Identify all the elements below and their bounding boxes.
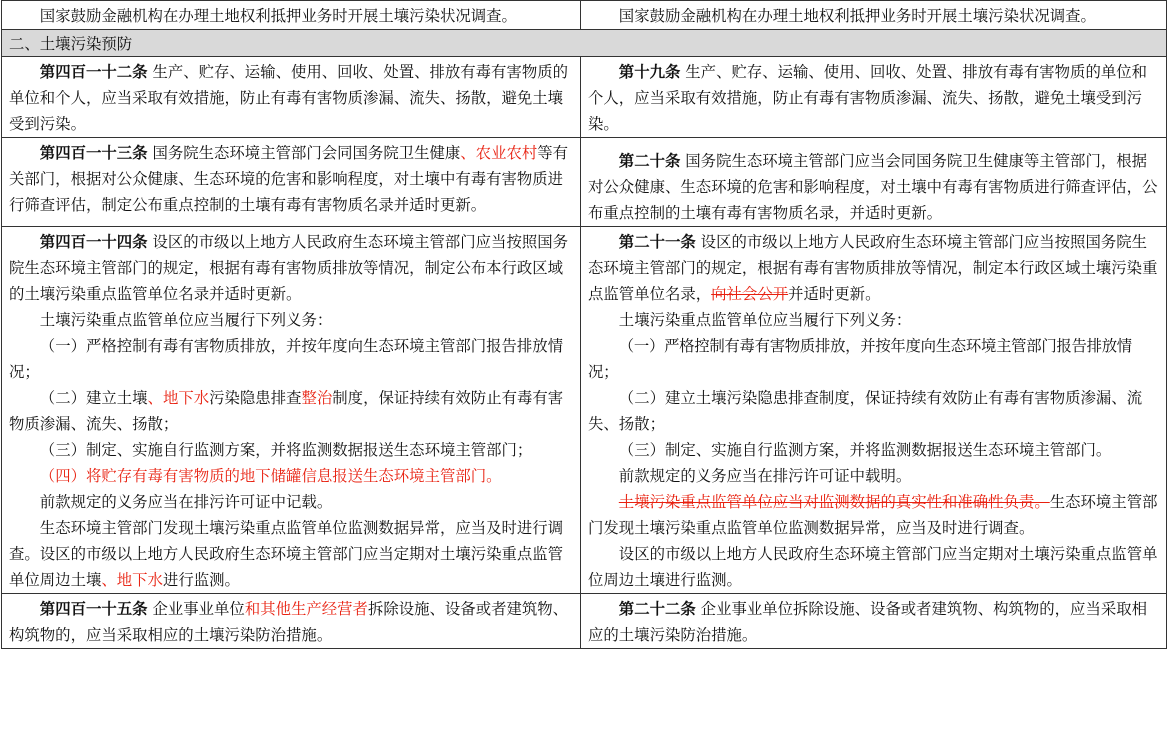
paragraph: （二）建立土壤污染隐患排查制度，保证持续有效防止有毒有害物质渗漏、流失、扬散； — [588, 389, 1143, 433]
article-number: 第四百一十四条 — [39, 233, 148, 251]
text-span: 生态环境主管部门发现土壤污染重点监管单位监测数据异常，应当及时进行调查。 — [588, 493, 1158, 537]
left-cell — [2, 1, 581, 30]
table-row — [2, 138, 1167, 227]
paragraph: （一）严格控制有毒有害物质排放，并按年度向生态环境主管部门报告排放情况； — [9, 337, 564, 381]
article-number: 第二十二条 — [618, 600, 696, 618]
paragraph: 前款规定的义务应当在排污许可证中记载。 — [39, 493, 333, 511]
text-span: 污染隐患排查 — [209, 389, 302, 407]
paragraph: 国家鼓励金融机构在办理土地权利抵押业务时开展土壤污染状况调查。 — [39, 7, 517, 25]
article-text: 企业事业单位拆除设施、设备或者建筑物、构筑物的，应当采取相应的土壤污染防治措施。 — [588, 600, 1148, 644]
right-cell — [581, 1, 1167, 30]
table-row — [2, 57, 1167, 138]
deleted-text: 向社会公开 — [711, 285, 789, 303]
deleted-text: 土壤污染重点监管单位应当对监测数据的真实性和准确性负责。 — [618, 493, 1050, 511]
article-text: 企业事业单位 — [152, 600, 245, 618]
article-text: 生产、贮存、运输、使用、回收、处置、排放有毒有害物质的单位和个人，应当采取有效措施，防止有毒有害物质渗漏、流失、扬散，避免土壤受到污染。 — [9, 63, 569, 133]
paragraph: （三）制定、实施自行监测方案，并将监测数据报送生态环境主管部门； — [39, 441, 533, 459]
paragraph: 土壤污染重点监管单位应当履行下列义务： — [618, 311, 912, 329]
article-20 — [588, 148, 1159, 226]
article-415 — [9, 596, 573, 648]
left-cell — [2, 594, 581, 649]
text-span: （二）建立土壤 — [39, 389, 148, 407]
article-number: 第四百一十二条 — [39, 63, 148, 81]
right-cell — [581, 138, 1167, 227]
article-text: 国务院生态环境主管部门应当会同国务院卫生健康等主管部门，根据对公众健康、生态环境的危害和影响程度，对土壤中有毒有害物质进行筛查评估，公布重点控制的土壤有毒有害物质名录，并适时更新。 — [588, 152, 1158, 222]
left-cell — [2, 57, 581, 138]
article-19 — [588, 59, 1159, 137]
article-412 — [9, 59, 573, 137]
paragraph — [9, 515, 573, 593]
added-text: 和其他生产经营者 — [244, 600, 368, 618]
added-text: 、地下水 — [101, 571, 163, 589]
right-cell — [581, 57, 1167, 138]
article-text: 国务院生态环境主管部门会同国务院卫生健康 — [152, 144, 461, 162]
added-text: 、地下水 — [147, 389, 210, 407]
added-text: 、农业农村 — [460, 144, 538, 162]
added-paragraph: （四）将贮存有毒有害物质的地下储罐信息报送生态环境主管部门。 — [39, 467, 502, 485]
article-number: 第四百一十五条 — [39, 600, 148, 618]
section-row — [2, 30, 1167, 57]
paragraph — [9, 229, 573, 307]
paragraph: 土壤污染重点监管单位应当履行下列义务： — [39, 311, 333, 329]
paragraph — [588, 229, 1159, 307]
article-413 — [9, 140, 573, 218]
article-text: 设区的市级以上地方人民政府生态环境主管部门应当按照国务院生态环境主管部门的规定，根据有毒有害物质排放等情况，制定公布本行政区域的土壤污染重点监管单位名录并适时更新。 — [9, 233, 569, 303]
right-cell — [581, 227, 1167, 594]
article-number: 第二十条 — [618, 152, 681, 170]
table-row — [2, 227, 1167, 594]
text-span: 制度，保证持续有效防止有毒有害物质渗漏、流失、扬散； — [9, 389, 564, 433]
paragraph: （三）制定、实施自行监测方案，并将监测数据报送生态环境主管部门。 — [618, 441, 1112, 459]
table-row — [2, 594, 1167, 649]
article-text: 设区的市级以上地方人民政府生态环境主管部门应当按照国务院生态环境主管部门的规定，根据有毒有害物质排放等情况，制定本行政区域土壤污染重点监管单位名录， — [588, 233, 1158, 303]
paragraph — [9, 385, 573, 437]
table-row — [2, 1, 1167, 30]
article-text: 等有关部门，根据对公众健康、生态环境的危害和影响程度，对土壤中有毒有害物质进行筛查评估，制定公布重点控制的土壤有毒有害物质名录并适时更新。 — [9, 144, 569, 214]
article-22 — [588, 596, 1159, 648]
text-span: 生态环境主管部门发现土壤污染重点监管单位监测数据异常，应当及时进行调查。设区的市级以上地方人民政府生态环境主管部门应当定期对土壤污染重点监管单位周边土壤 — [9, 519, 564, 589]
right-cell — [581, 594, 1167, 649]
article-number: 第十九条 — [618, 63, 681, 81]
comparison-table — [1, 0, 1167, 649]
section-title: 二、土壤污染预防 — [2, 30, 1167, 57]
article-text: 生产、贮存、运输、使用、回收、处置、排放有毒有害物质的单位和个人，应当采取有效措施，防止有毒有害物质渗漏、流失、扬散，避免土壤受到污染。 — [588, 63, 1148, 133]
article-number: 第四百一十三条 — [39, 144, 148, 162]
paragraph — [588, 489, 1159, 541]
article-number: 第二十一条 — [618, 233, 696, 251]
paragraph: 前款规定的义务应当在排污许可证中载明。 — [618, 467, 912, 485]
left-cell — [2, 138, 581, 227]
added-text: 整治 — [301, 389, 333, 407]
text-span: 进行监测。 — [162, 571, 240, 589]
left-cell — [2, 227, 581, 594]
text-span: 并适时更新。 — [788, 285, 881, 303]
article-text: 拆除设施、设备或者建筑物、构筑物的，应当采取相应的土壤污染防治措施。 — [9, 600, 569, 644]
paragraph: （一）严格控制有毒有害物质排放，并按年度向生态环境主管部门报告排放情况； — [588, 337, 1132, 381]
paragraph: 国家鼓励金融机构在办理土地权利抵押业务时开展土壤污染状况调查。 — [618, 7, 1096, 25]
paragraph: 设区的市级以上地方人民政府生态环境主管部门应当定期对土壤污染重点监管单位周边土壤进行监测。 — [588, 545, 1158, 589]
